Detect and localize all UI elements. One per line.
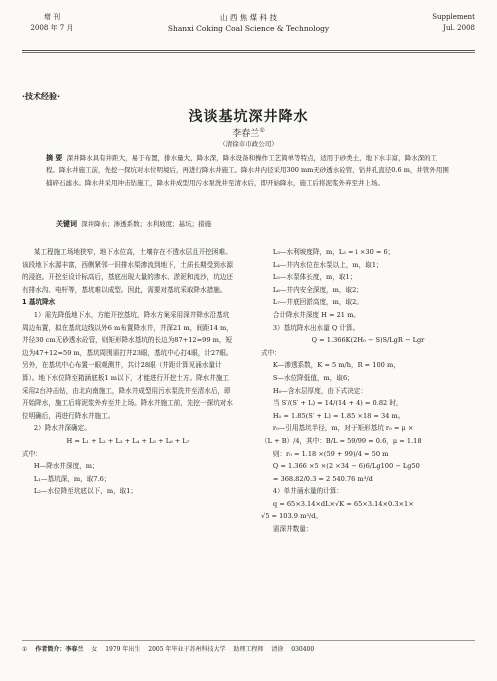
where-label: 式中： bbox=[261, 348, 281, 357]
affiliation: （清徐市市政公司） bbox=[219, 140, 278, 148]
abstract-label: 摘 要 bbox=[46, 154, 63, 162]
formula: Q = 1.366 ×5 ×(2 ×34 − 6)6/Lg100 − Lg50 bbox=[272, 462, 420, 471]
footnote-zip: 030400 bbox=[291, 646, 315, 653]
supplement-date: Jul. 2008 bbox=[443, 24, 475, 32]
paper-title: 浅谈基坑深井降水 bbox=[188, 109, 309, 125]
footnote-author: 作者简介：李春兰 bbox=[35, 646, 84, 653]
body-line: 4）单井涌水量的计算： bbox=[272, 487, 344, 496]
formula: H = L₁ + L₂ + L₃ + L₄ + L₅ + L₆ + L₇ bbox=[66, 436, 190, 445]
abstract-text: 深井降水具有井距大，易于布置，排水量大，降水深，降水设备和操作工艺简单等特点，适用于砂类土，地下水丰富，降水深的工程。降水井施工前，先挖一探坑对水位明境后，再进行降水井施工。降水井内径采用300 mm无砂透水砼管，钻井孔直径0.6 m，井管外用围捕碎石滤水。降水井采用冲击钻施工，降水井成型用污水泵洗井至清水后，即开始降水，施工后将泥浆外弃至井上场。 bbox=[46, 154, 449, 187]
journal-name-en: Shanxi Coking Coal Science & Technology bbox=[167, 24, 330, 33]
definition: H₀—含水层厚度，由下式决定： bbox=[272, 386, 367, 395]
left-column bbox=[22, 246, 234, 498]
definition: L₅—水泵体长度，m，取1； bbox=[272, 273, 357, 282]
where-label: 式中： bbox=[22, 449, 42, 458]
formula: q = 65×3.14×dL×√K = 65×3.14×0.3×1× bbox=[272, 499, 414, 508]
definition: L₄—井内水位在水泵以上，m，取1； bbox=[272, 260, 383, 269]
body-line: （L + B）/4，其中：B/L = 59/99 ≈ 0.6，μ = 1.18 bbox=[261, 436, 422, 445]
body-line: 需深井数量： bbox=[272, 525, 313, 534]
footnote-education: 2005 年毕业于苏州科技大学 bbox=[148, 646, 226, 653]
definition: L₁—基坑深，m，取7.6； bbox=[33, 474, 111, 483]
right-column bbox=[261, 246, 475, 536]
footnote-born: 1979 年出生 bbox=[105, 646, 141, 653]
definition: L₂—水位降至坑底以下，m，取1； bbox=[33, 487, 138, 496]
issue-info bbox=[22, 12, 82, 34]
supplement-label: Supplement bbox=[432, 13, 475, 21]
formula-result: √5 = 103.9 m³/d。 bbox=[261, 512, 323, 521]
issue-label: 增 刊 bbox=[43, 13, 61, 21]
body-paragraph: 2）降水井深确定。 bbox=[33, 424, 91, 433]
supplement-info bbox=[395, 12, 475, 34]
formula-result: = 368.82/0.3 = 2 540.76 m³/d bbox=[272, 474, 373, 483]
footnote-city: 清徐 bbox=[271, 646, 284, 653]
body-line: 合计降水井深度 H = 21 m。 bbox=[272, 310, 360, 319]
author-footnote-mark: ① bbox=[259, 127, 265, 134]
author-name: 李春兰 bbox=[232, 129, 260, 139]
definition: H—降水井深度，m； bbox=[33, 462, 99, 471]
issue-date: 2008 年 7 月 bbox=[30, 24, 74, 32]
abstract bbox=[46, 152, 450, 189]
body-line: 3）基坑降水出水量 Q 计算。 bbox=[272, 323, 360, 332]
section-label: ·技术经验· bbox=[22, 92, 61, 101]
definition: K—渗透系数，K = 5 m/h，R = 100 m， bbox=[272, 361, 400, 370]
footnote bbox=[22, 640, 475, 653]
footnote-gender: 女 bbox=[91, 646, 98, 653]
author bbox=[0, 126, 497, 139]
definition: L₇—井底回淤高度，m，取2。 bbox=[272, 298, 363, 307]
footnote-mark: ① bbox=[22, 646, 28, 653]
footnote-title: 助理工程师 bbox=[233, 646, 264, 653]
body-line: 则：r₀ = 1.18 ×(59 + 99)/4 = 50 m bbox=[272, 449, 389, 458]
running-header bbox=[22, 10, 475, 51]
keywords-label: 关键词 bbox=[56, 220, 77, 228]
intro-paragraph: 某工程施工场地狭窄，地下水位高，土壤存在不透水层且开挖困难。该段地下水源丰富，西侧紧邻一旧排水渠渗流到地下，土质长期受到水源的浸泡。开挖至设计标高后，基底出现大量的渗水、淤泥和流沙，坑边还有排水沟、电杆等，基坑难以成型。因此，需要对基坑采取降水措施。 bbox=[22, 248, 233, 294]
definition: r₀—引用基坑半径，m，对于矩形基坑 r₀ = μ × bbox=[272, 424, 414, 433]
body-paragraph: 1）需先降低地下水，方能开挖基坑，降水方案采用深井降水沿基坑周边布置，拟在基坑边线以外6 m布置降水井，井深21 m，间距14 m，井径30 cm无砂透水砼管，则矩形降水基坑的长边为87+12=99 m，短边为47+12=59 m，基坑周围需打井23眼，基坑中心打4眼，计27眼。另外，在基坑中心布置一眼观测井，共计28眼（井距计算见涌水量计算）。地下水位降至箱涵底板1 m以下，才能进行开挖土方。降水井施工采用2台冲击钻，由北向南施工，降水井成型用污水泵洗井至清水后，即开始降水，施工后将泥浆外弃至井上场。降水井施工前，先挖一探坑对水位明确后，再进行降水井施工。 bbox=[22, 310, 233, 420]
definition: L₆—井内安全深度，m，取2； bbox=[272, 285, 363, 294]
formula: Q = 1.366K(2H₀ − S)S/LgR − Lgr bbox=[311, 336, 425, 345]
keywords bbox=[56, 219, 452, 229]
section-heading: 1 基坑降水 bbox=[22, 298, 56, 307]
keywords-text: 深井降水；渗透系数；水利坡度；基坑；措施 bbox=[81, 220, 212, 228]
journal-name bbox=[112, 12, 385, 34]
journal-name-cn: 山 西 焦 煤 科 技 bbox=[220, 13, 277, 22]
definition: S—水位降低值，m，取6； bbox=[272, 373, 354, 382]
body-line: 当 S′/(S′ + L) = 14/(14 + 4) = 0.82 时， bbox=[272, 399, 403, 408]
header-rule bbox=[22, 52, 475, 53]
body-line: H₀ = 1.85(S′ + L) = 1.85 ×18 = 34 m。 bbox=[272, 411, 405, 420]
definition: L₃—水利坡度降，m，L₃ = i ×30 = 6； bbox=[272, 248, 395, 256]
